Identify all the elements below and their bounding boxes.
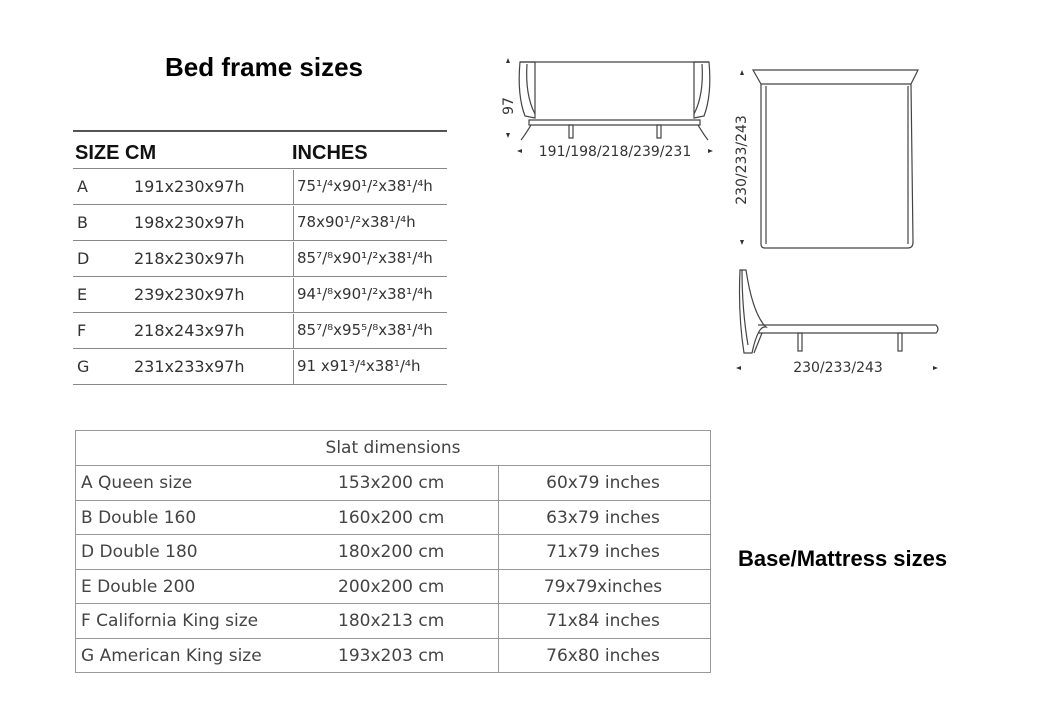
slat-cm: 193x203 cm: [338, 645, 445, 666]
frame-size-table: [73, 130, 447, 385]
top-view-diagram: [728, 62, 950, 257]
size-letter: F: [77, 321, 87, 340]
size-cm: 191x230x97h: [134, 177, 245, 196]
slat-inches: 63x79 inches: [546, 507, 660, 528]
slat-inches: 71x79 inches: [546, 542, 660, 562]
slat-cm: 160x200 cm: [338, 507, 445, 528]
size-inches: 85⁷/⁸x90¹/²x38¹/⁴h: [297, 249, 433, 267]
slat-cm: 200x200 cm: [338, 576, 445, 597]
size-cm: 239x230x97h: [134, 285, 245, 304]
size-inches: 85⁷/⁸x95⁵/⁸x38¹/⁴h: [297, 321, 433, 339]
table-row: [73, 349, 447, 385]
header-inches: INCHES: [292, 142, 368, 164]
table-row: [73, 241, 447, 277]
slat-inches: 76x80 inches: [546, 645, 660, 666]
table-row: [73, 169, 447, 205]
slat-name: G American King size: [81, 645, 262, 666]
side-view-diagram: [728, 265, 950, 380]
size-cm: 198x230x97h: [134, 213, 245, 232]
size-inches: 75¹/⁴x90¹/²x38¹/⁴h: [297, 177, 433, 195]
size-letter: G: [77, 357, 90, 376]
table-row: [73, 277, 447, 313]
size-cm: 218x230x97h: [134, 249, 245, 268]
table-header: [73, 132, 447, 169]
slat-inches: 60x79 inches: [546, 473, 660, 493]
table-row: [76, 501, 710, 536]
table-row: [76, 639, 710, 673]
slat-name: D Double 180: [81, 542, 198, 562]
front-height-label: 97: [501, 97, 517, 115]
side-length-label: 230/233/243: [793, 360, 883, 376]
table-row: [76, 570, 710, 605]
slat-name: E Double 200: [81, 576, 196, 597]
slat-cm: 180x213 cm: [338, 611, 445, 631]
size-cm: 218x243x97h: [134, 321, 245, 340]
size-letter: A: [77, 177, 88, 196]
bed-frame-sizes-title: Bed frame sizes: [165, 52, 363, 82]
front-view-diagram: [495, 50, 735, 165]
table-row: [76, 466, 710, 501]
base-mattress-sizes-title: Base/Mattress sizes: [738, 546, 948, 571]
top-length-label: 230/233/243: [734, 115, 750, 205]
slat-cm: 180x200 cm: [338, 542, 445, 562]
slat-inches: 71x84 inches: [546, 611, 660, 631]
size-inches: 91 x91³/⁴x38¹/⁴h: [297, 357, 421, 375]
table-row: [76, 604, 710, 639]
front-width-label: 191/198/218/239/231: [538, 144, 692, 160]
table-row: [73, 205, 447, 241]
slat-inches: 79x79xinches: [543, 576, 663, 597]
size-letter: D: [77, 249, 90, 268]
size-inches: 78x90¹/²x38¹/⁴h: [297, 213, 416, 231]
slat-cm: 153x200 cm: [338, 473, 445, 493]
size-cm: 231x233x97h: [134, 357, 245, 376]
table-row: [73, 313, 447, 349]
slat-name: A Queen size: [81, 473, 193, 493]
slat-name: B Double 160: [81, 507, 197, 528]
size-inches: 94¹/⁸x90¹/²x38¹/⁴h: [297, 285, 433, 303]
header-size-cm: SIZE CM: [75, 142, 157, 164]
size-letter: B: [77, 213, 88, 232]
slat-table-title: Slat dimensions: [76, 431, 710, 466]
slat-dimensions-table: [75, 430, 711, 673]
slat-name: F California King size: [81, 611, 259, 631]
table-row: [76, 535, 710, 570]
size-letter: E: [77, 285, 88, 304]
